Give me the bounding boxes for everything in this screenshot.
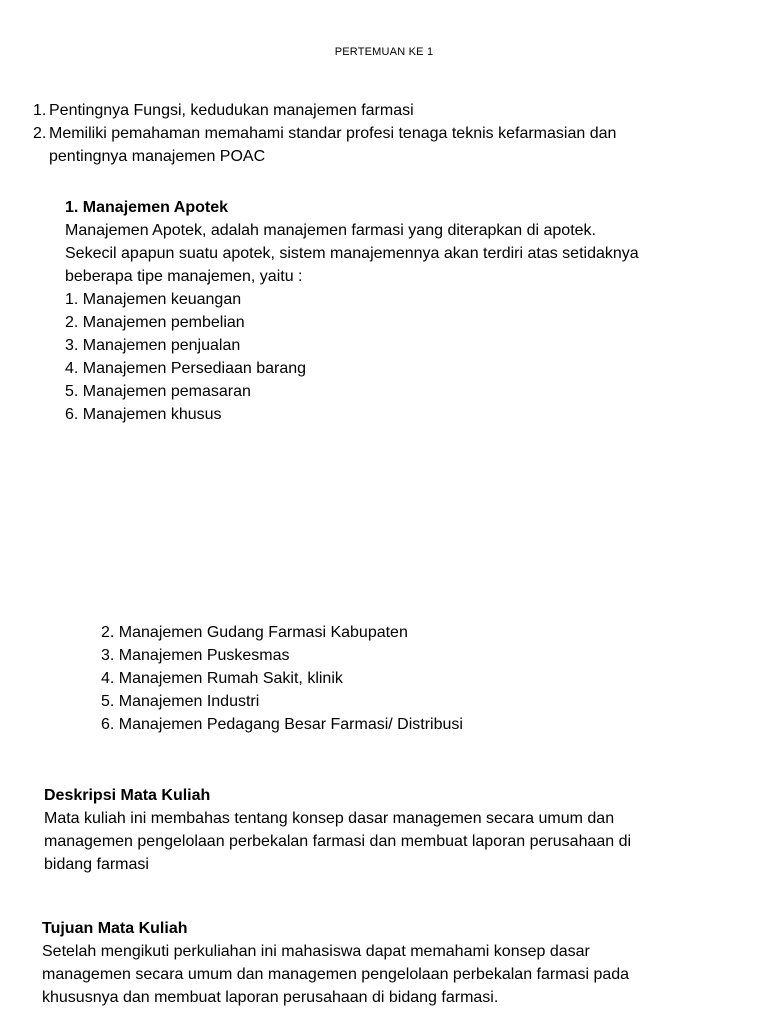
deskripsi-line: bidang farmasi: [44, 856, 149, 873]
apotek-list-item: 3. Manajemen penjualan: [65, 337, 241, 354]
deskripsi-heading: Deskripsi Mata Kuliah: [44, 787, 211, 804]
apotek-intro-line: Sekecil apapun suatu apotek, sistem manajemennya akan terdiri atas setidaknya: [65, 245, 639, 262]
objective-number: 2.: [33, 125, 47, 142]
page-title: PERTEMUAN KE 1: [334, 46, 434, 58]
objective-item: [33, 99, 616, 122]
objective-text: pentingnya manajemen POAC: [49, 148, 266, 165]
tujuan-section: [42, 917, 629, 1009]
apotek-list-item: 1. Manajemen keuangan: [65, 291, 242, 308]
apotek-list-item: 5. Manajemen pemasaran: [65, 383, 251, 400]
apotek-section: [65, 196, 639, 426]
deskripsi-line: managemen pengelolaan perbekalan farmasi dan membuat laporan perusahaan di: [44, 833, 632, 850]
apotek-intro-line: beberapa tipe manajemen, yaitu :: [65, 268, 303, 285]
management-list-item: 5. Manajemen Industri: [101, 693, 260, 710]
apotek-heading: 1. Manajemen Apotek: [65, 199, 229, 216]
deskripsi-line: Mata kuliah ini membahas tentang konsep dasar managemen secara umum dan: [44, 810, 615, 827]
objective-item: [33, 122, 616, 168]
tujuan-line: Setelah mengikuti perkuliahan ini mahasiswa dapat memahami konsep dasar: [42, 943, 590, 960]
objective-number: 1.: [33, 102, 47, 119]
tujuan-line: managemen secara umum dan managemen pengelolaan perbekalan farmasi pada: [42, 966, 630, 983]
management-list-item: 4. Manajemen Rumah Sakit, klinik: [101, 670, 343, 687]
management-list-item: 6. Manajemen Pedagang Besar Farmasi/ Distribusi: [101, 716, 463, 733]
deskripsi-section: [44, 784, 631, 876]
objectives-list: [33, 99, 616, 168]
tujuan-heading: Tujuan Mata Kuliah: [42, 920, 188, 937]
tujuan-line: khususnya dan membuat laporan perusahaan di bidang farmasi.: [42, 989, 499, 1006]
apotek-list-item: 4. Manajemen Persediaan barang: [65, 360, 307, 377]
apotek-list-item: 6. Manajemen khusus: [65, 406, 222, 423]
objective-text: Memiliki pemahaman memahami standar profesi tenaga teknis kefarmasian dan: [49, 125, 617, 142]
apotek-intro-line: Manajemen Apotek, adalah manajemen farmasi yang diterapkan di apotek.: [65, 222, 596, 239]
management-list-item: 2. Manajemen Gudang Farmasi Kabupaten: [101, 624, 408, 641]
apotek-list-item: 2. Manajemen pembelian: [65, 314, 245, 331]
management-list-item: 3. Manajemen Puskesmas: [101, 647, 290, 664]
objective-text: Pentingnya Fungsi, kedudukan manajemen farmasi: [49, 102, 414, 119]
other-management-list: [101, 621, 463, 736]
